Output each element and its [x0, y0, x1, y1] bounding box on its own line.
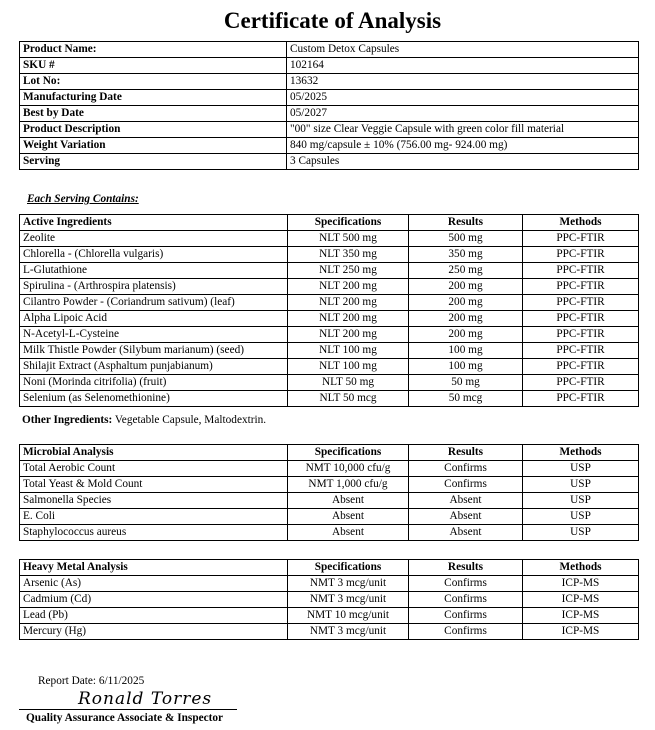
- info-label: SKU #: [20, 58, 287, 74]
- column-header: Methods: [523, 445, 639, 461]
- table-cell: USP: [523, 509, 639, 525]
- table-cell: NMT 10,000 cfu/g: [288, 461, 409, 477]
- column-header: Specifications: [288, 560, 409, 576]
- table-cell: 200 mg: [409, 279, 523, 295]
- table-cell: NMT 3 mcg/unit: [288, 592, 409, 608]
- table-cell: NLT 100 mg: [288, 343, 409, 359]
- table-cell: USP: [523, 525, 639, 541]
- table-row: [20, 359, 639, 375]
- table-cell: NLT 500 mg: [288, 231, 409, 247]
- table-cell: Confirms: [409, 477, 523, 493]
- info-value: 840 mg/capsule ± 10% (756.00 mg- 924.00 mg): [287, 138, 639, 154]
- info-value: 102164: [287, 58, 639, 74]
- table-cell: PPC-FTIR: [523, 231, 639, 247]
- table-cell: Total Aerobic Count: [20, 461, 288, 477]
- table-cell: NMT 3 mcg/unit: [288, 624, 409, 640]
- table-row: [20, 295, 639, 311]
- table-cell: Selenium (as Selenomethionine): [20, 391, 288, 407]
- heavy_metal-header-row: [20, 560, 639, 576]
- table-cell: Staphylococcus aureus: [20, 525, 288, 541]
- table-row: [20, 525, 639, 541]
- info-row: [20, 74, 639, 90]
- table-cell: PPC-FTIR: [523, 375, 639, 391]
- report-date: Report Date: 6/11/2025: [38, 675, 145, 687]
- table-cell: L-Glutathione: [20, 263, 288, 279]
- info-value: 05/2027: [287, 106, 639, 122]
- each-serving-label: Each Serving Contains:: [27, 193, 139, 205]
- table-cell: NLT 200 mg: [288, 327, 409, 343]
- table-row: [20, 263, 639, 279]
- table-cell: Confirms: [409, 592, 523, 608]
- table-cell: NMT 1,000 cfu/g: [288, 477, 409, 493]
- column-header: Results: [409, 560, 523, 576]
- table-row: [20, 231, 639, 247]
- active-header-row: [20, 215, 639, 231]
- table-row: [20, 624, 639, 640]
- table-cell: Noni (Morinda citrifolia) (fruit): [20, 375, 288, 391]
- table-cell: 50 mcg: [409, 391, 523, 407]
- table-cell: PPC-FTIR: [523, 263, 639, 279]
- table-cell: Alpha Lipoic Acid: [20, 311, 288, 327]
- info-value: Custom Detox Capsules: [287, 42, 639, 58]
- table-row: [20, 327, 639, 343]
- table-row: [20, 493, 639, 509]
- info-row: [20, 122, 639, 138]
- active-ingredients-table: [19, 214, 639, 407]
- table-row: [20, 343, 639, 359]
- table-cell: ICP-MS: [523, 576, 639, 592]
- table-cell: PPC-FTIR: [523, 247, 639, 263]
- table-cell: 200 mg: [409, 327, 523, 343]
- table-row: [20, 592, 639, 608]
- microbial-analysis-table: [19, 444, 639, 541]
- table-row: [20, 461, 639, 477]
- signature: Ronald Torres: [78, 689, 213, 709]
- table-cell: Absent: [288, 493, 409, 509]
- column-header: Heavy Metal Analysis: [20, 560, 288, 576]
- table-cell: ICP-MS: [523, 592, 639, 608]
- table-cell: Absent: [288, 509, 409, 525]
- table-cell: NLT 200 mg: [288, 311, 409, 327]
- table-cell: NLT 50 mcg: [288, 391, 409, 407]
- table-cell: Chlorella - (Chlorella vulgaris): [20, 247, 288, 263]
- info-value: 3 Capsules: [287, 154, 639, 170]
- table-cell: NLT 50 mg: [288, 375, 409, 391]
- info-value: 13632: [287, 74, 639, 90]
- table-cell: Absent: [409, 525, 523, 541]
- signer-title: Quality Assurance Associate & Inspector: [26, 712, 224, 724]
- table-row: [20, 391, 639, 407]
- table-cell: Mercury (Hg): [20, 624, 288, 640]
- column-header: Microbial Analysis: [20, 445, 288, 461]
- other-ingredients-value: Vegetable Capsule, Maltodextrin.: [114, 414, 267, 426]
- table-cell: PPC-FTIR: [523, 359, 639, 375]
- info-value: 05/2025: [287, 90, 639, 106]
- table-cell: 100 mg: [409, 343, 523, 359]
- info-label: Product Description: [20, 122, 287, 138]
- table-cell: NLT 100 mg: [288, 359, 409, 375]
- info-row: [20, 106, 639, 122]
- heavy-metal-table: [19, 559, 639, 640]
- table-cell: Confirms: [409, 461, 523, 477]
- table-cell: PPC-FTIR: [523, 295, 639, 311]
- table-row: [20, 608, 639, 624]
- table-cell: PPC-FTIR: [523, 391, 639, 407]
- info-row: [20, 42, 639, 58]
- signature-line: [19, 709, 237, 710]
- table-cell: NLT 200 mg: [288, 295, 409, 311]
- table-cell: Total Yeast & Mold Count: [20, 477, 288, 493]
- table-cell: Absent: [409, 509, 523, 525]
- table-row: [20, 576, 639, 592]
- table-cell: 350 mg: [409, 247, 523, 263]
- table-cell: NLT 200 mg: [288, 279, 409, 295]
- table-cell: 200 mg: [409, 311, 523, 327]
- table-cell: Salmonella Species: [20, 493, 288, 509]
- table-cell: PPC-FTIR: [523, 279, 639, 295]
- table-cell: 500 mg: [409, 231, 523, 247]
- info-label: Best by Date: [20, 106, 287, 122]
- table-cell: USP: [523, 493, 639, 509]
- table-cell: 100 mg: [409, 359, 523, 375]
- info-row: [20, 138, 639, 154]
- table-cell: Cadmium (Cd): [20, 592, 288, 608]
- table-cell: Absent: [288, 525, 409, 541]
- table-cell: ICP-MS: [523, 624, 639, 640]
- table-cell: E. Coli: [20, 509, 288, 525]
- info-label: Product Name:: [20, 42, 287, 58]
- table-cell: 200 mg: [409, 295, 523, 311]
- table-row: [20, 509, 639, 525]
- info-label: Manufacturing Date: [20, 90, 287, 106]
- table-row: [20, 279, 639, 295]
- column-header: Active Ingredients: [20, 215, 288, 231]
- table-row: [20, 311, 639, 327]
- table-row: [20, 247, 639, 263]
- table-cell: 250 mg: [409, 263, 523, 279]
- product-info-table: [19, 41, 639, 170]
- table-cell: N-Acetyl-L-Cysteine: [20, 327, 288, 343]
- table-cell: PPC-FTIR: [523, 327, 639, 343]
- table-cell: Confirms: [409, 576, 523, 592]
- table-row: [20, 375, 639, 391]
- column-header: Results: [409, 445, 523, 461]
- table-cell: USP: [523, 477, 639, 493]
- other-ingredients: [22, 414, 266, 426]
- info-row: [20, 58, 639, 74]
- info-label: Serving: [20, 154, 287, 170]
- table-cell: Spirulina - (Arthrospira platensis): [20, 279, 288, 295]
- microbial-header-row: [20, 445, 639, 461]
- table-cell: Cilantro Powder - (Coriandrum sativum) (leaf): [20, 295, 288, 311]
- info-label: Weight Variation: [20, 138, 287, 154]
- table-cell: Milk Thistle Powder (Silybum marianum) (seed): [20, 343, 288, 359]
- table-cell: Lead (Pb): [20, 608, 288, 624]
- table-cell: Zeolite: [20, 231, 288, 247]
- column-header: Specifications: [288, 445, 409, 461]
- table-cell: PPC-FTIR: [523, 343, 639, 359]
- info-row: [20, 90, 639, 106]
- table-cell: NLT 350 mg: [288, 247, 409, 263]
- column-header: Specifications: [288, 215, 409, 231]
- column-header: Methods: [523, 560, 639, 576]
- table-cell: 50 mg: [409, 375, 523, 391]
- table-cell: Confirms: [409, 624, 523, 640]
- table-cell: Shilajit Extract (Asphaltum punjabianum): [20, 359, 288, 375]
- table-cell: NMT 3 mcg/unit: [288, 576, 409, 592]
- table-cell: Absent: [409, 493, 523, 509]
- page-title: Certificate of Analysis: [223, 8, 442, 33]
- table-cell: Confirms: [409, 608, 523, 624]
- table-cell: ICP-MS: [523, 608, 639, 624]
- info-value: "00" size Clear Veggie Capsule with green color fill material: [287, 122, 639, 138]
- table-cell: PPC-FTIR: [523, 311, 639, 327]
- info-row: [20, 154, 639, 170]
- table-row: [20, 477, 639, 493]
- table-cell: NLT 250 mg: [288, 263, 409, 279]
- column-header: Results: [409, 215, 523, 231]
- other-ingredients-label: Other Ingredients:: [22, 414, 113, 426]
- info-label: Lot No:: [20, 74, 287, 90]
- table-cell: Arsenic (As): [20, 576, 288, 592]
- table-cell: NMT 10 mcg/unit: [288, 608, 409, 624]
- column-header: Methods: [523, 215, 639, 231]
- table-cell: USP: [523, 461, 639, 477]
